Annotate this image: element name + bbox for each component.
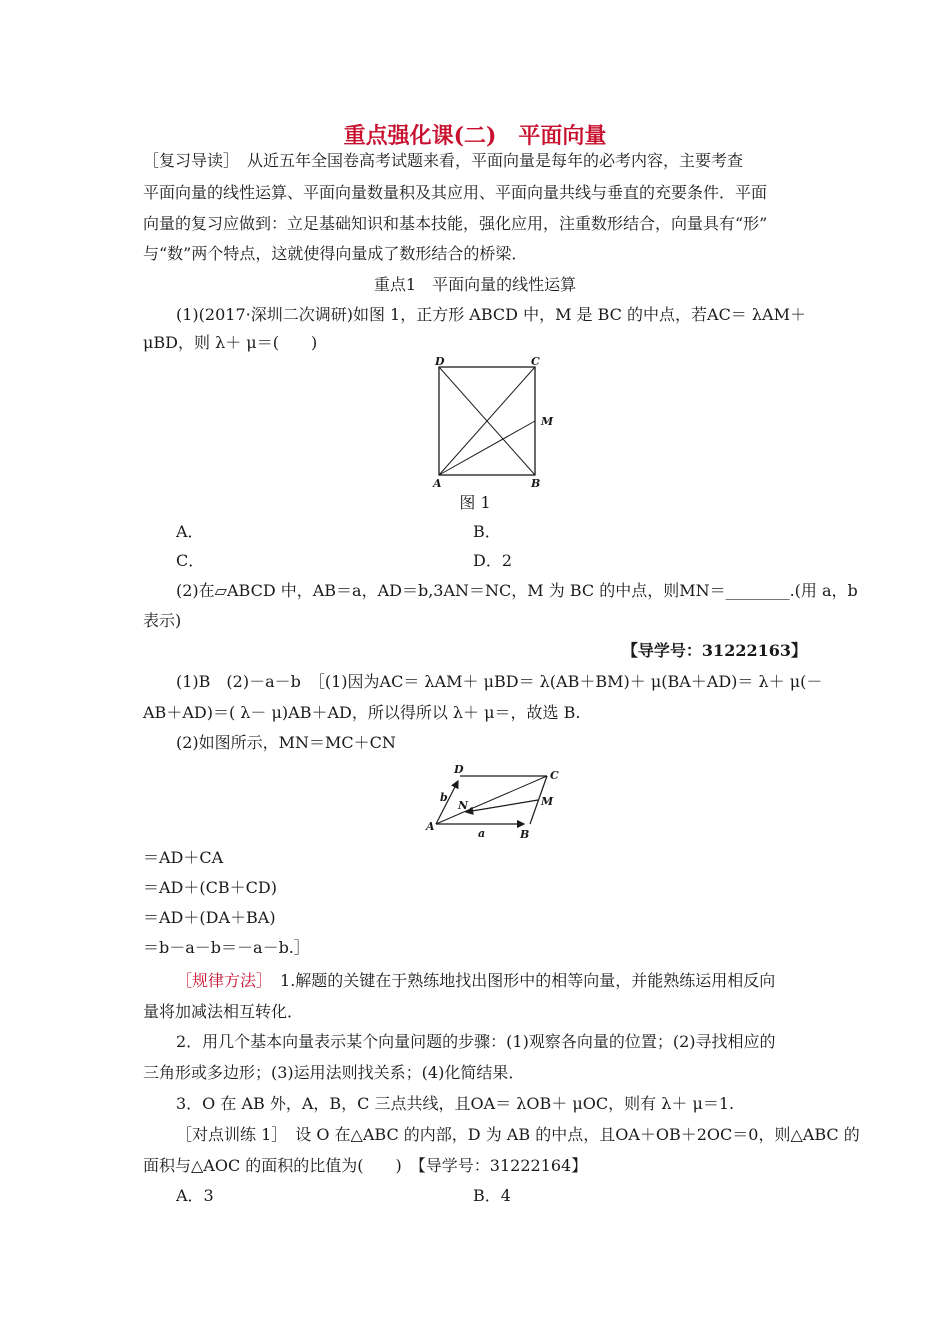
question-1-line-2: μBD，则 λ＋ μ＝( ) bbox=[143, 333, 318, 352]
fig1-label-m: M bbox=[541, 415, 554, 428]
fig2-label-b: B bbox=[520, 828, 530, 841]
fig1-label-a: A bbox=[433, 477, 442, 490]
fig2-label-vec-b: b bbox=[440, 791, 448, 804]
method-p2-line-2: 三角形或多边形；(3)运用法则找关系；(4)化简结果． bbox=[143, 1063, 525, 1082]
fig2-label-c: C bbox=[550, 769, 559, 782]
method-p1-text: 1.解题的关键在于熟练地找出图形中的相等向量，并能熟练运用相反向 bbox=[264, 971, 776, 990]
solution-step-2: ＝AD＋(CB＋CD) bbox=[143, 878, 277, 897]
page-title: 重点强化课(二) 平面向量 bbox=[343, 123, 607, 149]
figure-1-square bbox=[425, 355, 555, 490]
figure-1-caption: 图 1 bbox=[459, 493, 491, 512]
fig2-label-a: A bbox=[426, 820, 435, 833]
method-p3: 3．O 在 AB 外，A，B，C 三点共线，且OA＝ λOB＋ μOC，则有 λ＋ μ＝1. bbox=[176, 1094, 735, 1113]
fig1-label-b: B bbox=[531, 477, 541, 490]
fig2-label-d: D bbox=[454, 763, 464, 776]
practice-line-2: 面积与△AOC 的面积的比值为( ) 【导学号：31222164】 bbox=[143, 1156, 588, 1175]
fig1-label-d: D bbox=[435, 355, 445, 368]
option-d: D．2 bbox=[473, 551, 513, 570]
section-heading: 重点1 平面向量的线性运算 bbox=[373, 275, 577, 294]
intro-line-1: ［复习导读］ 从近五年全国卷高考试题来看，平面向量是每年的必考内容，主要考查 bbox=[143, 151, 744, 170]
solution-line-2: AB＋AD)＝( λ－ μ)AB＋AD，所以得所以 λ＋ μ＝，故选 B. bbox=[143, 703, 581, 722]
method-p1-line-2: 量将加减法相互转化． bbox=[143, 1002, 304, 1021]
solution-line-1: (1)B (2)－a－b ［(1)因为AC＝ λAM＋ μBD＝ λ(AB＋BM)＋ μ(BA＋AD)＝ λ＋ μ(－ bbox=[176, 672, 823, 691]
question-2-line-2: 表示) bbox=[143, 611, 182, 630]
question-1-line-1: (1)(2017·深圳二次调研)如图 1，正方形 ABCD 中，M 是 BC 的中点，若AC＝ λAM＋ bbox=[176, 305, 806, 324]
solution-step-4: ＝b－a－b＝－a－b.］ bbox=[143, 938, 310, 957]
solution-step-1: ＝AD＋CA bbox=[143, 848, 224, 867]
practice-option-a: A．3 bbox=[176, 1186, 214, 1205]
option-c: C． bbox=[176, 551, 205, 570]
intro-line-4: 与“数”两个特点，这就使得向量成了数形结合的桥梁． bbox=[143, 244, 528, 263]
practice-option-b: B．4 bbox=[473, 1186, 511, 1205]
method-tag: ［规律方法］ bbox=[176, 971, 265, 990]
question-2-line-1: (2)在▱ABCD 中，AB＝a，AD＝b,3AN＝NC，M 为 BC 的中点，则MN＝________.(用 a，b bbox=[176, 581, 858, 600]
option-a: A． bbox=[176, 522, 204, 541]
guide-number-1: 【导学号：31222163】 bbox=[621, 641, 807, 660]
method-p2-line-1: 2．用几个基本向量表示某个向量问题的步骤：(1)观察各向量的位置；(2)寻找相应的 bbox=[176, 1032, 776, 1051]
intro-line-3: 向量的复习应做到：立足基础知识和基本技能，强化应用，注重数形结合，向量具有“形” bbox=[143, 214, 768, 233]
method-paragraph-1 bbox=[176, 971, 775, 991]
intro-line-2: 平面向量的线性运算、平面向量数量积及其应用、平面向量共线与垂直的充要条件．平面 bbox=[143, 183, 768, 202]
fig2-label-m: M bbox=[541, 795, 554, 808]
fig2-label-n: N bbox=[458, 799, 469, 812]
solution-step-3: ＝AD＋(DA＋BA) bbox=[143, 908, 276, 927]
practice-line-1: ［对点训练 1］ 设 O 在△ABC 的内部，D 为 AB 的中点，且OA＋OB＋2OC＝0，则△ABC 的 bbox=[176, 1125, 860, 1144]
fig2-label-vec-a: a bbox=[478, 827, 486, 840]
option-b: B． bbox=[473, 522, 501, 541]
solution-line-3: (2)如图所示，MN＝MC＋CN bbox=[176, 733, 396, 752]
figure-2-parallelogram bbox=[420, 762, 570, 842]
fig1-label-c: C bbox=[531, 355, 540, 368]
